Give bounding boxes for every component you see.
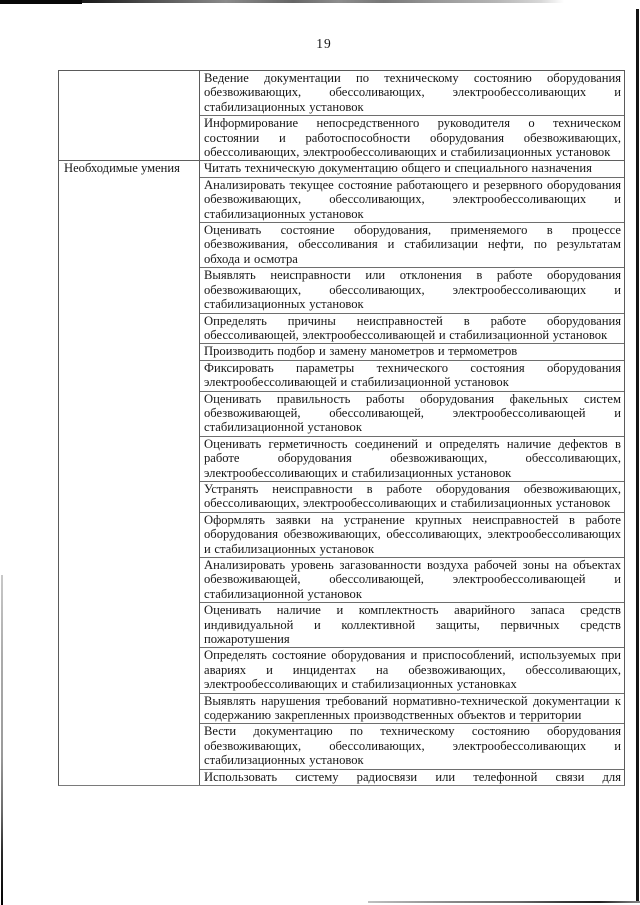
scan-top-edge-artifact xyxy=(0,0,564,3)
page-number: 19 xyxy=(316,36,332,51)
section-rows xyxy=(200,71,624,160)
table-row: Анализировать уровень загазованности воздуха рабочей зоны на объектах обезвоживающей, обессоливающей, электрообессоливающей и стабилизационной установок xyxy=(200,557,624,602)
table-row-truncated: Использовать систему радиосвязи или телефонной связи для xyxy=(200,769,624,785)
scan-right-edge-artifact xyxy=(636,9,639,903)
section-label-cell: Необходимые умения xyxy=(59,161,200,785)
table-row: Оценивать герметичность соединений и определять наличие дефектов в работе оборудования обезвоживающих, обессоливающих, электрообессоливающих и стабилизационных установок xyxy=(200,436,624,481)
skills-table xyxy=(58,70,625,786)
table-row: Оценивать состояние оборудования, применяемого в процессе обезвоживания, обессоливания и стабилизации нефти, по результатам обхода и осмотра xyxy=(200,222,624,267)
table-row: Анализировать текущее состояние работающего и резервного оборудования обезвоживающих, обессоливающих, электрообессоливающих и стабилизационных установок xyxy=(200,177,624,222)
table-row: Ведение документации по техническому состоянию оборудования обезвоживающих, обессоливающих, электрообессоливающих и стабилизационных установок xyxy=(204,71,621,114)
table-row: Фиксировать параметры технического состояния оборудования электрообессоливающей и стабилизационной установок xyxy=(200,360,624,391)
table-row: Вести документацию по техническому состоянию оборудования обезвоживающих, обессоливающих, электрообессоливающих и стабилизационных установок xyxy=(200,723,624,768)
scan-bottom-edge-artifact xyxy=(368,901,640,903)
table-section-continued xyxy=(59,71,624,160)
scan-top-left-artifact xyxy=(0,0,82,4)
table-row: Читать техническую документацию общего и специального назначения xyxy=(204,161,592,176)
section-label-cell-empty xyxy=(59,71,200,160)
table-row: Определять причины неисправностей в работе оборудования обессоливающей, электрообессоливающей и стабилизационной установок xyxy=(200,313,624,344)
table-row: Оценивать правильность работы оборудования факельных систем обезвоживающей, обессоливающей, электрообессоливающей и стабилизационной установок xyxy=(200,391,624,436)
table-row: Информирование непосредственного руководителя о техническом состоянии и работоспособности оборудования обезвоживающих, обессоливающих, электрообессоливающих и стабилизационных установок xyxy=(200,115,624,160)
table-row: Оформлять заявки на устранение крупных неисправностей в работе оборудования обезвоживающих, обессоливающих, электрообессоливающих и стабилизационных установок xyxy=(200,512,624,557)
scan-left-edge-artifact xyxy=(1,575,3,905)
table-row: Определять состояние оборудования и приспособлений, используемых при авариях и инцидентах на обезвоживающих, обессоливающих, электрообессоливающих и стабилизационных установках xyxy=(200,647,624,692)
table-row: Выявлять неисправности или отклонения в работе оборудования обезвоживающих, обессоливающих, электрообессоливающих и стабилизационных установок xyxy=(200,267,624,312)
section-rows xyxy=(200,161,624,785)
table-section-skills xyxy=(59,160,624,785)
table-row: Выявлять нарушения требований нормативно-технической документации к содержанию закрепленных производственных объектов и территории xyxy=(200,693,624,724)
table-row: Производить подбор и замену манометров и термометров xyxy=(200,343,624,359)
table-row: Устранять неисправности в работе оборудования обезвоживающих, обессоливающих, электрообессоливающих и стабилизационных установок xyxy=(200,481,624,512)
table-row: Оценивать наличие и комплектность аварийного запаса средств индивидуальной и коллективной защиты, первичных средств пожаротушения xyxy=(200,602,624,647)
